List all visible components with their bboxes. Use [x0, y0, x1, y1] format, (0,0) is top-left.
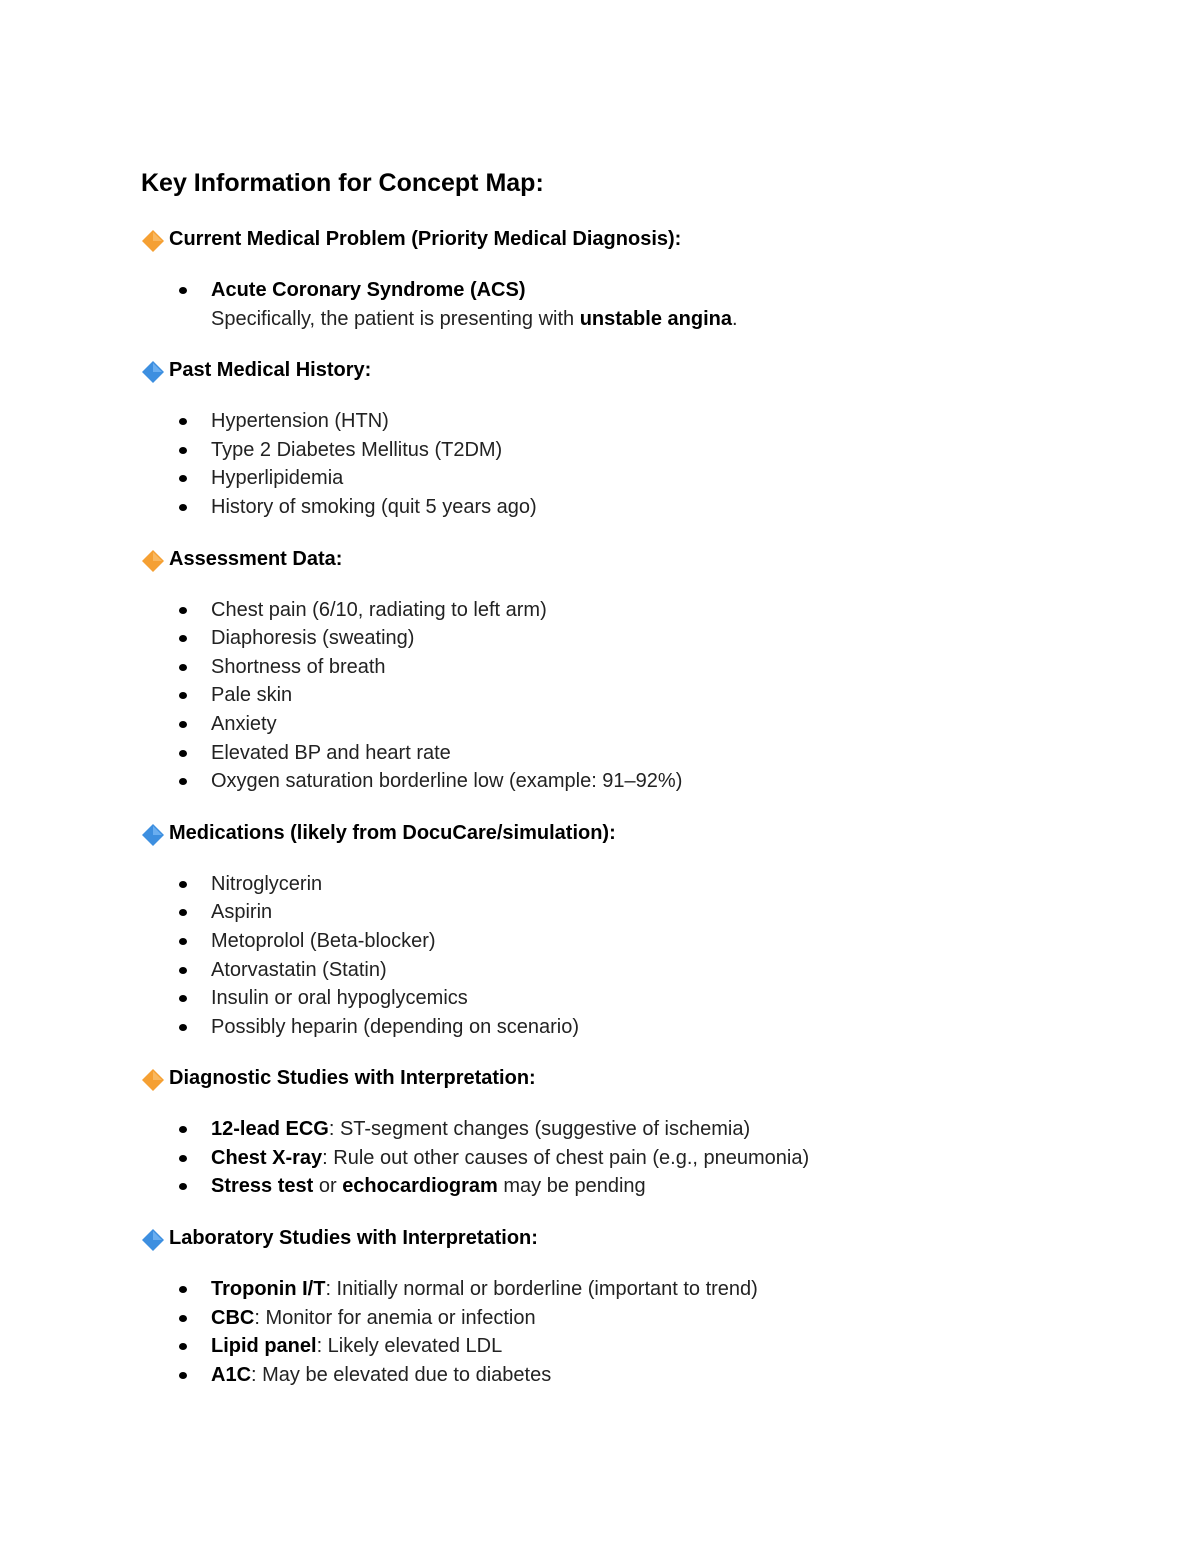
- orange-diamond-icon: [141, 1068, 161, 1088]
- list-item-text: Type 2 Diabetes Mellitus (T2DM): [211, 438, 503, 461]
- diagnosis-detail-end: .: [731, 307, 738, 330]
- bullet-dot: [179, 607, 187, 614]
- bullet-dot: [179, 287, 187, 294]
- diagnosis-title: Acute Coronary Syndrome (ACS): [211, 279, 526, 301]
- study-label: 12-lead ECG: [211, 1118, 329, 1141]
- list-item: [141, 927, 1101, 956]
- current-problem-list: [141, 276, 1101, 333]
- orange-diamond-icon: [141, 549, 161, 569]
- section-diagnostic: [141, 1063, 1101, 1201]
- study-label: Chest X-ray: [211, 1146, 323, 1169]
- section-heading-text: Medications (likely from DocuCare/simulation):: [169, 821, 616, 844]
- lab-interpretation: : Initially normal or borderline (important to trend): [325, 1278, 758, 1301]
- list-item-text: Diaphoresis (sweating): [211, 627, 415, 650]
- list-item-text: Aspirin: [211, 901, 273, 924]
- bullet-dot: [179, 418, 187, 425]
- section-current-problem: [141, 224, 1101, 333]
- list-item-text: Oxygen saturation borderline low (example: 91–92%): [211, 770, 683, 793]
- lab-label: A1C: [211, 1363, 252, 1386]
- bullet-dot: [179, 1372, 187, 1379]
- list-item: [141, 710, 1101, 739]
- section-laboratory: [141, 1223, 1101, 1389]
- section-heading-diagnostic: [141, 1063, 1101, 1093]
- page-title: Key Information for Concept Map:: [141, 169, 544, 197]
- bullet-dot: [179, 778, 187, 785]
- list-item-text: Anxiety: [211, 712, 277, 735]
- bullet-dot: [179, 1155, 187, 1162]
- document-page: [141, 166, 1101, 1411]
- study-label: echocardiogram: [342, 1175, 498, 1198]
- section-past-history: [141, 355, 1101, 521]
- bullet-dot: [179, 721, 187, 728]
- list-item: [141, 898, 1101, 927]
- medications-list: [141, 870, 1101, 1042]
- diagnosis-detail-bold: unstable angina: [579, 307, 732, 330]
- section-heading-assessment: [141, 544, 1101, 574]
- lab-interpretation: : Monitor for anemia or infection: [254, 1306, 536, 1329]
- list-item-text: Shortness of breath: [211, 655, 386, 678]
- list-item: [141, 984, 1101, 1013]
- section-heading-text: Past Medical History:: [169, 359, 372, 382]
- list-item: [141, 653, 1101, 682]
- list-item: [141, 681, 1101, 710]
- list-item: [141, 1332, 1101, 1361]
- bullet-dot: [179, 504, 187, 511]
- bullet-dot: [179, 447, 187, 454]
- list-item-text: Pale skin: [211, 684, 293, 707]
- past-history-list: [141, 407, 1101, 521]
- list-item-text: Hypertension (HTN): [211, 410, 389, 433]
- list-item: [141, 493, 1101, 522]
- bullet-dot: [179, 750, 187, 757]
- list-item: [141, 1144, 1101, 1173]
- list-item: [141, 1275, 1101, 1304]
- study-interpretation: : Rule out other causes of chest pain (e.g., pneumonia): [322, 1146, 810, 1169]
- blue-diamond-icon: [141, 1228, 161, 1248]
- list-item: [141, 276, 1101, 333]
- lab-interpretation: : Likely elevated LDL: [316, 1335, 503, 1358]
- list-item: [141, 767, 1101, 796]
- bullet-dot: [179, 938, 187, 945]
- list-item: [141, 436, 1101, 465]
- list-item-text: Insulin or oral hypoglycemics: [211, 987, 468, 1010]
- study-interpretation: may be pending: [497, 1175, 646, 1198]
- section-heading-text: Assessment Data:: [169, 547, 343, 570]
- list-item: [141, 596, 1101, 625]
- study-connector: or: [313, 1175, 343, 1198]
- bullet-dot: [179, 1126, 187, 1133]
- bullet-dot: [179, 967, 187, 974]
- diagnostic-list: [141, 1115, 1101, 1201]
- list-item: [141, 624, 1101, 653]
- assessment-list: [141, 596, 1101, 796]
- bullet-dot: [179, 1343, 187, 1350]
- list-item: [141, 870, 1101, 899]
- section-heading-medications: [141, 818, 1101, 848]
- list-item: [141, 739, 1101, 768]
- orange-diamond-icon: [141, 229, 161, 249]
- bullet-dot: [179, 909, 187, 916]
- section-assessment: [141, 544, 1101, 796]
- lab-label: CBC: [211, 1306, 255, 1329]
- lab-label: Troponin I/T: [211, 1278, 326, 1301]
- bullet-dot: [179, 1183, 187, 1190]
- section-heading-text: Laboratory Studies with Interpretation:: [169, 1227, 538, 1250]
- list-item: [141, 1013, 1101, 1042]
- list-item: [141, 1172, 1101, 1201]
- list-item: [141, 407, 1101, 436]
- list-item: [141, 1115, 1101, 1144]
- blue-diamond-icon: [141, 823, 161, 843]
- bullet-dot: [179, 692, 187, 699]
- blue-diamond-icon: [141, 360, 161, 380]
- bullet-dot: [179, 1024, 187, 1031]
- laboratory-list: [141, 1275, 1101, 1389]
- list-item-text: Possibly heparin (depending on scenario): [211, 1015, 580, 1038]
- list-item-text: Atorvastatin (Statin): [211, 958, 387, 981]
- bullet-dot: [179, 635, 187, 642]
- bullet-dot: [179, 995, 187, 1002]
- list-item-text: Chest pain (6/10, radiating to left arm): [211, 598, 547, 621]
- bullet-dot: [179, 475, 187, 482]
- section-medications: [141, 818, 1101, 1042]
- study-label: Stress test: [211, 1175, 314, 1198]
- list-item-text: Metoprolol (Beta-blocker): [211, 929, 436, 952]
- bullet-dot: [179, 1286, 187, 1293]
- lab-label: Lipid panel: [211, 1335, 317, 1358]
- diagnosis-detail-text: Specifically, the patient is presenting with: [211, 307, 580, 330]
- section-heading-laboratory: [141, 1223, 1101, 1253]
- list-item-text: Hyperlipidemia: [211, 467, 344, 490]
- bullet-dot: [179, 881, 187, 888]
- list-item: [141, 1361, 1101, 1390]
- list-item-text: Elevated BP and heart rate: [211, 741, 451, 764]
- bullet-dot: [179, 664, 187, 671]
- section-heading-current-problem: [141, 224, 1101, 254]
- diagnosis-detail: [211, 305, 1101, 334]
- list-item: [141, 956, 1101, 985]
- list-item: [141, 464, 1101, 493]
- section-heading-past-history: [141, 355, 1101, 385]
- list-item: [141, 1304, 1101, 1333]
- list-item-text: History of smoking (quit 5 years ago): [211, 495, 537, 518]
- section-heading-text: Diagnostic Studies with Interpretation:: [169, 1067, 536, 1090]
- section-heading-text: Current Medical Problem (Priority Medical Diagnosis):: [169, 228, 682, 250]
- list-item-text: Nitroglycerin: [211, 872, 323, 895]
- lab-interpretation: : May be elevated due to diabetes: [251, 1363, 552, 1386]
- study-interpretation: : ST-segment changes (suggestive of ischemia): [328, 1118, 751, 1141]
- bullet-dot: [179, 1315, 187, 1322]
